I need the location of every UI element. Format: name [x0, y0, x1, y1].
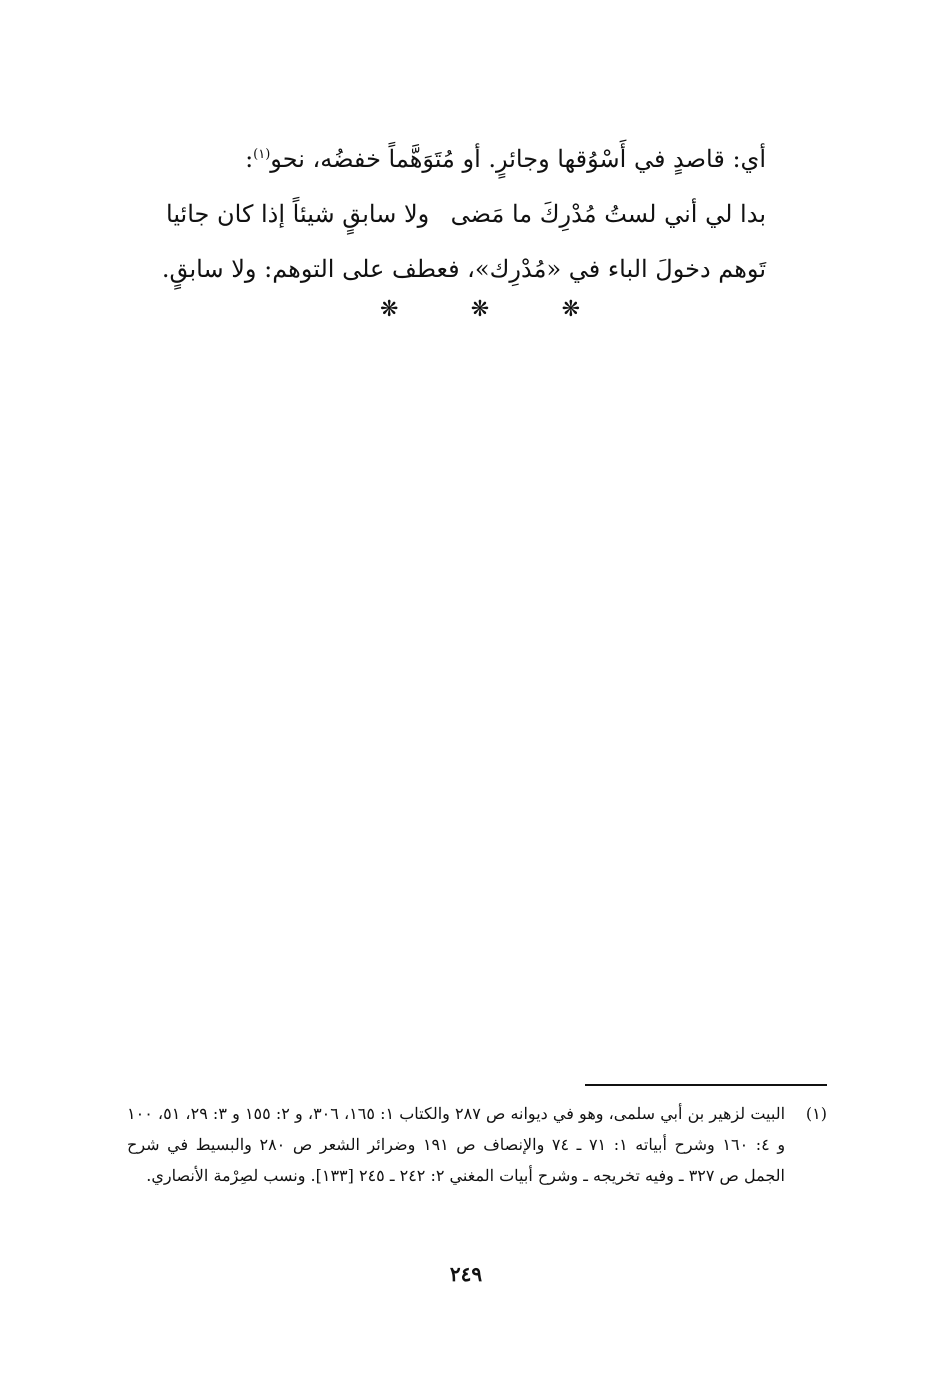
- poetry-verse: [166, 187, 766, 242]
- main-line-1: [166, 132, 766, 187]
- main-text-block: [161, 132, 766, 297]
- section-separator: [380, 296, 580, 324]
- footnote-number: (١): [805, 1104, 827, 1123]
- footnote-text: البيت لزهير بن أبي سلمى، وهو في ديوانه ص ٢٨٧ والكتاب ١: ١٦٥، ٣٠٦، و ٢: ١٥٥ و ٣: ٢٩، ٥١، ١٠٠ و ٤: ١٦٠ وشرح أبياته ١: ٧١ ـ ٧٤ والإنصاف ص ١٩١ وضرائر الشعر ص ٢٨٠ والبسيط في شرح الجمل ص ٣٢٧ ـ وفيه تخريجه ـ وشرح أبيات المغني ٢: ٢٤٢ ـ ٢٤٥ [١٣٣]. ونسب لصِرْمة الأنصاري.: [127, 1104, 786, 1185]
- page-number: ٢٤٩: [449, 1262, 483, 1286]
- verse-second-hemistich: ولا سابقٍ شيئاً إذا كان جائيا: [166, 200, 430, 228]
- main-line-1-text: أي: قاصدٍ في أَسْوُقها وجائرٍ. أو مُتَوَهَّماً خفضُه، نحو: [270, 145, 766, 173]
- footnotes-block: [127, 1098, 827, 1191]
- main-line-3: تَوهم دخولَ الباء في «مُدْرِك»، فعطف على التوهم: ولا سابقٍ.: [161, 255, 766, 283]
- footnote-item: [127, 1098, 827, 1191]
- verse-first-hemistich: بدا لي أني لستُ مُدْرِكَ ما مَضى: [450, 200, 766, 228]
- separator-star-icon: ❋: [561, 297, 580, 322]
- separator-star-icon: ❋: [470, 297, 490, 322]
- footnote-reference: (١): [253, 147, 271, 162]
- separator-star-icon: ❋: [380, 297, 399, 322]
- main-line-1-tail: :: [245, 145, 254, 173]
- footnote-divider: [585, 1084, 827, 1086]
